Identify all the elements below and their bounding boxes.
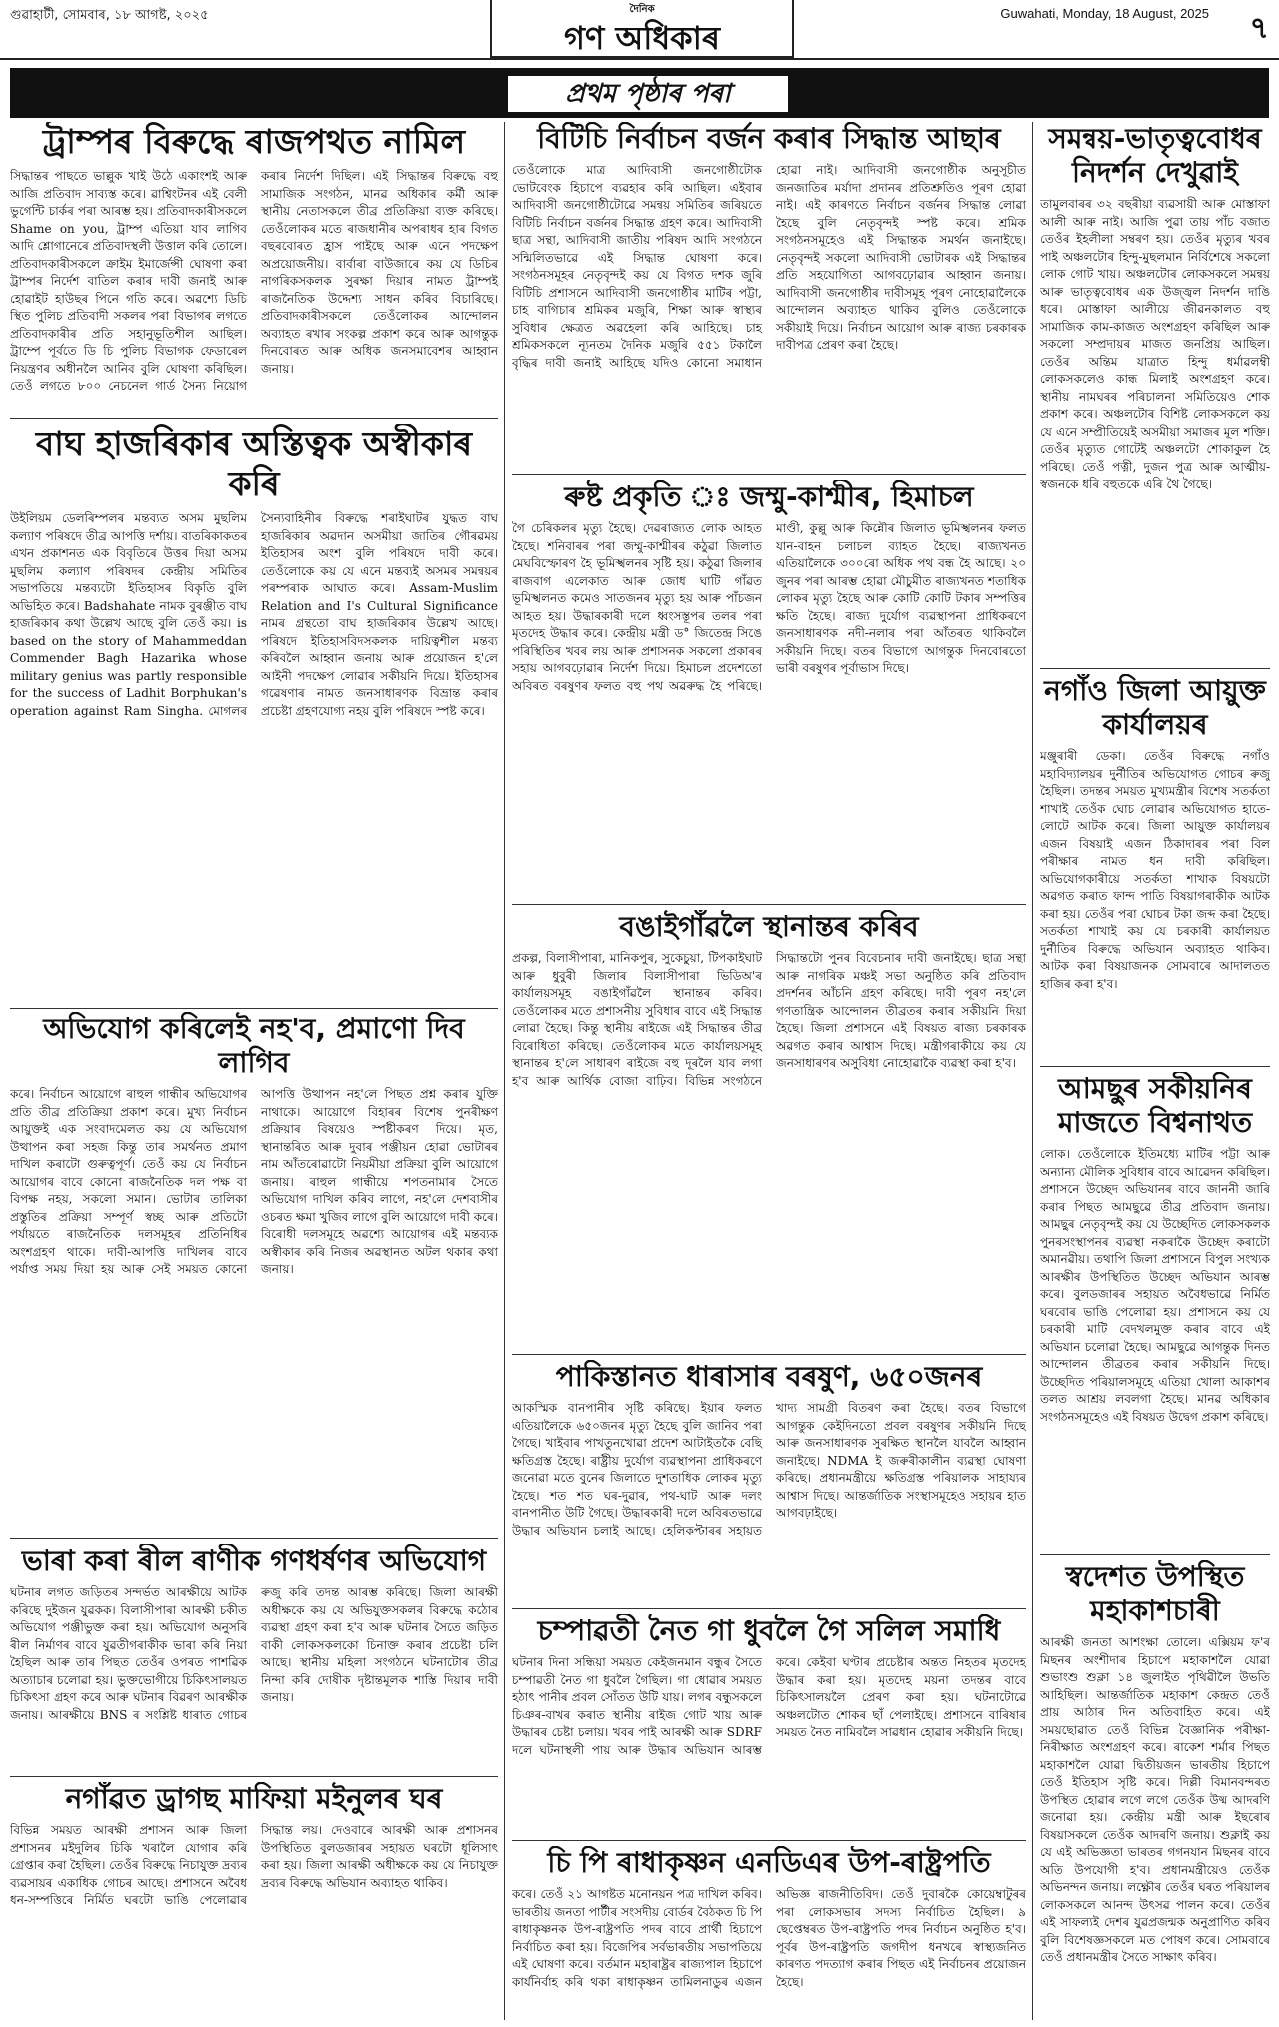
article-headline: বিটিচি নিৰ্বাচন বৰ্জন কৰাৰ সিদ্ধান্ত আছাৰ bbox=[537, 122, 1001, 155]
article-btc-election bbox=[512, 122, 1026, 470]
section-banner bbox=[10, 68, 1269, 118]
article-body: প্ৰকল্প, বিলাসীপাৰা, মানিকপুৰ, সুকেচুয়া, টিপকাইঘাট আৰু ধুবুৰী জিলাৰ বিলাসীপাৰা ভিডিঅ'ৰ কাৰ্যালয়সমূহ বঙাইগাঁৱলৈ স্থানান্তৰ কৰিব। তেওঁলোকৰ মতে প্ৰশাসনীয় সুবিধাৰ বাবে এই সিদ্ধান্ত লোৱা হৈছে। কিন্তু স্থানীয় ৰাইজে এই সিদ্ধান্তৰ তীব্ৰ বিৰোধিতা কৰিছে। তেওঁলোকৰ মতে কাৰ্যালয়সমূহ স্থানান্তৰ হ'লে সাধাৰণ ৰাইজে বহু দূৰলৈ যাব লগা হ'ব আৰু আৰ্থিক বোজা বাঢ়িব। বিভিন্ন সংগঠনে সিদ্ধান্তটো পুনৰ বিবেচনাৰ দাবী জনাইছে। ছাত্ৰ সন্থা আৰু নাগৰিক মঞ্চই সভা অনুষ্ঠিত কৰি প্ৰতিবাদ প্ৰদৰ্শনৰ আঁচনি গ্ৰহণ কৰিছে। দাবী পূৰণ নহ'লে গণতান্ত্ৰিক আন্দোলন তীব্ৰতৰ কৰাৰ সকীয়নি দিয়া হৈছে। জিলা প্ৰশাসনে এই বিষয়ত ৰাজ্য চৰকাৰক অৱগত কৰাৰ আশ্বাস দিছে। মন্ত্ৰীগৰাকীয়ে কয় যে জনসাধাৰণৰ অসুবিধা নোহোৱাকৈ ব্যৱস্থা কৰা হ'ব। bbox=[512, 951, 1026, 1088]
article-bagh-hazarika bbox=[10, 424, 498, 1004]
page-header bbox=[0, 0, 1279, 60]
article-body: ঘটনাৰ লগত জড়িতৰ সন্দৰ্ভত আৰক্ষীয়ে আটক কৰিছে দুইজন যুৱকক। বিলাসীপাৰা আৰক্ষী চকীত অভিযোগ পঞ্জীভুক্ত কৰা হয়। অভিযোগ অনুসৰি ৰীল নিৰ্মাণৰ বাবে যুৱতীগৰাকীক ভাৰা কৰি নিয়া হৈছিল আৰু তাৰ পিছত তেওঁৰ ওপৰত পাশৱিক অত্যাচাৰ চলোৱা হয়। ভুক্তভোগীয়ে চিকিৎসালয়ত চিকিৎসা গ্ৰহণ কৰে আৰু ঘটনাৰ বিৱৰণ আৰক্ষীক জনায়। আৰক্ষীয়ে BNS ৰ সংশ্লিষ্ট ধাৰাত গোচৰ ৰুজু কৰি তদন্ত আৰম্ভ কৰিছে। জিলা আৰক্ষী অধীক্ষকে কয় যে অভিযুক্তসকলৰ বিৰুদ্ধে কঠোৰ ব্যৱস্থা গ্ৰহণ কৰা হ'ব আৰু ঘটনাৰ সৈতে জড়িত বাকী লোকসকলকো চিনাক্ত কৰাৰ প্ৰচেষ্টা চলি আছে। স্থানীয় মহিলা সংগঠনে ঘটনাটোৰ তীব্ৰ নিন্দা কৰি দোষীক দৃষ্টান্তমূলক শাস্তি দিয়াৰ দাবী জনায়। bbox=[10, 1585, 498, 1722]
page-number: ৭ bbox=[1249, 11, 1269, 46]
article-body: ঘটনাৰ দিনা সন্ধিয়া সময়ত কেইজনমান বন্ধুৰ সৈতে চম্পাৱতী নৈত গা ধুবলৈ গৈছিল। গা ধোৱাৰ সময়ত হঠাৎ পানীৰ প্ৰবল সোঁতত উটি যায়। লগৰ বন্ধুসকলে চিঞৰ-বাখৰ কৰাত স্থানীয় ৰাইজ গোট খায় আৰু উদ্ধাৰৰ চেষ্টা চলায়। খবৰ পাই আৰক্ষী আৰু SDRF দলে ঘটনাস্থলী পায় আৰু উদ্ধাৰ অভিযান আৰম্ভ কৰে। কেইবা ঘণ্টাৰ প্ৰচেষ্টাৰ অন্তত নিহতৰ মৃতদেহ উদ্ধাৰ কৰা হয়। মৃতদেহ ময়না তদন্তৰ বাবে চিকিৎসালয়লৈ প্ৰেৰণ কৰা হয়। ঘটনাটোৱে অঞ্চলটোত শোকৰ ছাঁ পেলাইছে। প্ৰশাসনে বাৰিষাৰ সময়ত নৈত নামিবলৈ সাৱধান হোৱাৰ সকীয়নি দিছে। bbox=[512, 1655, 1026, 1757]
masthead-title: গণ অধিকাৰ bbox=[564, 19, 720, 57]
article-body: লোক। তেওঁলোকে ইতিমধ্যে মাটিৰ পট্টা আৰু অন্যান্য মৌলিক সুবিধাৰ বাবে আৱেদন কৰিছিল। প্ৰশাসনে উচ্ছেদ অভিযানৰ বাবে জাননী জাৰি কৰাৰ পিছত আমছুৱে তীব্ৰ প্ৰতিবাদ জনায়। আমছুৰ নেতৃবৃন্দই কয় যে উচ্ছেদিত লোকসকলক পুনৰসংস্থাপনৰ ব্যৱস্থা নকৰাকৈ উচ্ছেদ কৰাটো অমানৱীয়। তথাপি জিলা প্ৰশাসনে বিপুল সংখ্যক আৰক্ষীৰ উপস্থিতিত উচ্ছেদ অভিযান আৰম্ভ কৰে। বুলডজাৰৰ সহায়ত অবৈধভাৱে নিৰ্মিত ঘৰবোৰ ভাঙি পেলোৱা হয়। প্ৰশাসনে কয় যে চৰকাৰী মাটি বেদখলমুক্ত কৰাৰ বাবে এই অভিযান চলোৱা হৈছে। আমছুৱে আগন্তুক দিনত আন্দোলন তীব্ৰতৰ কৰাৰ সকীয়নি দিছে। উচ্ছেদিত পৰিয়ালসমূহে এতিয়া খোলা আকাশৰ তলত আশ্ৰয় লবলগা হৈছে। মানৱ অধিকাৰ সংগঠনসমূহেও এই বিষয়ত উদ্বেগ প্ৰকাশ কৰিছে। bbox=[1040, 1147, 1270, 1424]
article-amsu bbox=[1040, 1072, 1270, 1550]
article-vice-president bbox=[512, 1846, 1026, 2020]
article-headline: ভাৰা কৰা ৰীল ৰাণীক গণধৰ্ষণৰ অভিযোগ bbox=[21, 1544, 487, 1577]
article-rain-himalaya bbox=[512, 480, 1026, 900]
article-nagaon-drugs bbox=[10, 1782, 498, 2020]
article-body: সিদ্ধান্তৰ পাছতে ভাল্লুক খাই উঠে একাংশই আৰু আজি প্ৰতিবাদ সাব্যস্ত কৰে। ৱাশ্বিংটনৰ এই বেলী ভুগেন্টি চাৰ্কৰ পৰা আৰম্ভ হয়। প্ৰতিবাদকাৰীসকলে Shame on you, ট্ৰাম্প এতিয়া যাব লাগিব আদি শ্লোগানেৰে প্ৰতিবাদস্থলী উত্তাল কৰি তোলে। প্ৰতিবাদকাৰীসকলে ক্ৰাইম ইমাৰ্জেন্সী ঘোষণা কৰা ট্ৰাম্পৰ নিৰ্দেশ বাতিল কৰাৰ দাবী জনাই আৰু হোৱাইট হাউছৰ পিনে গতি কৰে। অৱশ্যে ডিচি স্থিত পুলিচ প্ৰতিবাদী সকলৰ পৰা বিভাগৰ লগতে প্ৰতিবাদকাৰীৰ প্ৰতি সহানুভূতিশীল আছিল। ট্ৰাম্পে পূৰ্বতে ডি চি পুলিচ বিভাগক ফেডাৰেল নিয়ন্ত্ৰণৰ অধীনলৈ আনিব বুলি ঘোষণা কৰিছিল। তেওঁ লগতে ৮০০ নেচনেল গাৰ্ড সৈন্য নিয়োগ কৰাৰ নিৰ্দেশ দিছিল। এই সিদ্ধান্তৰ বিৰুদ্ধে বহু সামাজিক সংগঠন, মানৱ অধিকাৰ কৰ্মী আৰু স্থানীয় নেতাসকলে তীব্ৰ প্ৰতিক্ৰিয়া ব্যক্ত কৰিছে। তেওঁলোকৰ মতে ৰাজধানীৰ অপৰাধৰ হাৰ বিগত বছৰবোৰত হ্ৰাস পাইছে আৰু এনে পদক্ষেপ অপ্ৰয়োজনীয়। বাৰ্বাৰা বাউজাৰে কয় যে ডিচিৰ নাগৰিকসকলক সুৰক্ষা দিয়াৰ নামত ট্ৰাম্পই ৰাজনৈতিক উদ্দেশ্য সাধন কৰিব বিচাৰিছে। প্ৰতিবাদকাৰীসকলে তেওঁলোকৰ আন্দোলন অব্যাহত ৰখাৰ সংকল্প প্ৰকাশ কৰে আৰু আগন্তুক দিনবোৰত আৰু অধিক জনসমাবেশৰ আহ্বান জনায়। bbox=[10, 169, 498, 393]
article-body: তেওঁলোকে মাত্ৰ আদিবাসী জনগোষ্ঠীটোক ভোটবেংক হিচাপে ব্যৱহাৰ কৰি আছিল। এইবাৰ আদিবাসী জনগোষ্ঠীটোৱে সমন্বয় সমিতিৰ জৰিয়তে বিটিচি নিৰ্বাচন বৰ্জনৰ সিদ্ধান্ত গ্ৰহণ কৰে। আদিবাসী ছাত্ৰ সন্থা, আদিবাসী জাতীয় পৰিষদ আদি সংগঠনে সন্মিলিতভাৱে এই সিদ্ধান্ত ঘোষণা কৰে। সংগঠনসমূহৰ নেতৃবৃন্দই কয় যে বিগত দশক জুৰি বিটিচি প্ৰশাসনে আদিবাসী জনগোষ্ঠীৰ মাটিৰ পট্টা, চাহ বাগিচাৰ শ্ৰমিকৰ মজুৰি, শিক্ষা আৰু স্বাস্থ্যৰ সুবিধাৰ ক্ষেত্ৰত অৱহেলা কৰি আহিছে। চাহ শ্ৰমিকসকলে ন্যূনতম দৈনিক মজুৰি ৫৫১ টকালৈ বৃদ্ধিৰ দাবী জনাই আহিছে যদিও কোনো সমাধান হোৱা নাই। আদিবাসী জনগোষ্ঠীক অনুসূচীত জনজাতিৰ মৰ্যাদা প্ৰদানৰ প্ৰতিশ্ৰুতিও পূৰণ হোৱা নাই। এই কাৰণতে নিৰ্বাচন বৰ্জনৰ সিদ্ধান্ত লোৱা হৈছে বুলি নেতৃবৃন্দই স্পষ্ট কৰে। শ্ৰমিক সংগঠনসমূহেও এই সিদ্ধান্তক সমৰ্থন জনাইছে। নেতৃবৃন্দই সকলো আদিবাসী ভোটাৰক এই সিদ্ধান্তৰ প্ৰতি সহযোগিতা আগবঢ়োৱাৰ আহ্বান জনায়। আদিবাসী জনগোষ্ঠীৰ দাবীসমূহ পূৰণ নোহোৱালৈকে আন্দোলন অব্যাহত থাকিব বুলিও তেওঁলোকে সকীয়াই দিয়ে। নিৰ্বাচন আয়োগ আৰু ৰাজ্য চৰকাৰক দাবীপত্ৰ প্ৰেৰণ কৰা হৈছে। bbox=[512, 163, 1026, 370]
article-headline: আমছুৰ সকীয়নিৰ মাজতে বিশ্বনাথত bbox=[1057, 1072, 1253, 1139]
header-date-assamese: গুৱাহাটী, সোমবাৰ, ১৮ আগষ্ট, ২০২৫ bbox=[10, 8, 209, 23]
article-headline: চি পি ৰাধাকৃষ্ণন এনডিএৰ উপ-ৰাষ্ট্ৰপতি bbox=[547, 1846, 991, 1879]
article-body: কৰে। নিৰ্বাচন আয়োগে ৰাহুল গান্ধীৰ অভিযোগৰ প্ৰতি তীব্ৰ প্ৰতিক্ৰিয়া প্ৰকাশ কৰে। মুখ্য নিৰ্বাচন আয়ুক্তই এক সংবাদমেলত কয় যে অভিযোগ উত্থাপন কৰা সহজ কিন্তু তাৰ সমৰ্থনত প্ৰমাণ দাখিল কৰাটো গুৰুত্বপূৰ্ণ। তেওঁ কয় যে নিৰ্বাচন আয়োগৰ বাবে কোনো ৰাজনৈতিক দল পক্ষ বা বিপক্ষ নহয়, সকলো সমান। ভোটাৰ তালিকা প্ৰস্তুতিৰ প্ৰক্ৰিয়া সম্পূৰ্ণ স্বচ্ছ আৰু প্ৰতিটো পৰ্যায়তে ৰাজনৈতিক দলসমূহৰ প্ৰতিনিধিৰ অংশগ্ৰহণ থাকে। দাবী-আপত্তি দাখিলৰ বাবে পৰ্যাপ্ত সময় দিয়া হয় আৰু সেই সময়ত কোনো আপত্তি উত্থাপন নহ'লে পিছত প্ৰশ্ন কৰাৰ যুক্তি নাথাকে। আয়োগে বিহাৰৰ বিশেষ পুনৰীক্ষণ প্ৰক্ৰিয়াৰ বিষয়েও স্পষ্টীকৰণ দিয়ে। মৃত, স্থানান্তৰিত আৰু দুবাৰ পঞ্জীয়ন হোৱা ভোটাৰৰ নাম আঁতৰোৱাটো নিয়মীয়া প্ৰক্ৰিয়া বুলি আয়োগে জনায়। ৰাহুল গান্ধীয়ে শপতনামাৰ সৈতে অভিযোগ দাখিল কৰিব লাগে, নহ'লে দেশবাসীৰ ওচৰত ক্ষমা খুজিব লাগে বুলি আয়োগে দাবী কৰে। বিৰোধী দলসমূহে অৱশ্যে আয়োগৰ এই মন্তব্যক অস্বীকাৰ কৰি নিজৰ অৱস্থানত অটল থকাৰ কথা জনায়। bbox=[10, 1087, 498, 1276]
header-date-english: Guwahati, Monday, 18 August, 2025 bbox=[1000, 6, 1209, 21]
article-headline: বাঘ হাজৰিকাৰ অস্তিত্বক অস্বীকাৰ কৰি bbox=[35, 424, 473, 503]
masthead bbox=[490, 0, 794, 58]
article-headline: চম্পাৱতী নৈত গা ধুবলৈ গৈ সলিল সমাধি bbox=[537, 1614, 1001, 1647]
article-headline: স্বদেশত উপস্থিত মহাকাশচাৰী bbox=[1065, 1560, 1245, 1627]
masthead-tagline: দৈনিক bbox=[629, 4, 655, 15]
article-body: উইলিয়ম ডেলৰিম্পলৰ মন্তব্যত অসম মুছলিম কল্যাণ পৰিষদে তীব্ৰ আপত্তি দৰ্শায়। বাতৰিকাকতৰ এখন প্ৰকাশনত এক বিবৃতিৰে উত্তৰ দিয়া অসম মুছলিম কল্যাণ পৰিষদৰ কেন্দ্ৰীয় সমিতিৰ সভাপতিয়ে মন্তব্যটো ইতিহাসৰ বিকৃতি বুলি অভিহিত কৰে। Badshahate নামক বুৰঞ্জীত বাঘ হাজৰিকাৰ কথা উল্লেখ আছে বুলি তেওঁ কয়। is based on the story of Mahammeddan Commender Bagh Hazarika whose military genius was partly responsible for the success of Ladhit Borphukan's operation against Ram Singha. মোগলৰ সৈন্যবাহিনীৰ বিৰুদ্ধে শৰাইঘাটৰ যুদ্ধত বাঘ হাজৰিকাৰ অৱদান অসমীয়া জাতিৰ গৌৰৱময় ইতিহাসৰ অংশ বুলি পৰিষদে দাবী কৰে। তেওঁলোকে কয় যে এনে মন্তব্যই অসমৰ সমন্বয়ৰ পৰম্পৰাক আঘাত কৰে। Assam-Muslim Relation and I's Cultural Significance নামৰ গ্ৰন্থতো বাঘ হাজৰিকাৰ উল্লেখ আছে। পৰিষদে ইতিহাসবিদসকলক দায়িত্বশীল মন্তব্য কৰিবলৈ আহ্বান জনায় আৰু প্ৰয়োজন হ'লে আইনী পদক্ষেপ লোৱাৰ সকীয়নি দিয়ে। ইতিহাসৰ গৱেষণাৰ নামত জনসাধাৰণক বিভ্ৰান্ত কৰাৰ প্ৰচেষ্টা গ্ৰহণযোগ্য নহয় বুলি পৰিষদে স্পষ্ট কৰে। bbox=[10, 511, 498, 718]
article-headline: ট্ৰাম্পৰ বিৰুদ্ধে ৰাজপথত নামিল bbox=[42, 122, 466, 161]
article-election-commission bbox=[10, 1012, 498, 1534]
article-harmony bbox=[1040, 122, 1270, 664]
article-body: বিভিন্ন সময়ত আৰক্ষী প্ৰশাসন আৰু জিলা প্ৰশাসনৰ মইদুলিৰ চিকি খৰালৈ যোগাৰ কৰি গ্ৰেপ্তাৰ কৰা হৈছিল। তেওঁৰ বিৰুদ্ধে নিচাযুক্ত দ্ৰব্যৰ ব্যৱসায়ৰ একাধিক গোচৰ আছে। প্ৰশাসনে অবৈধ ধন-সম্পত্তিৰে নিৰ্মিত ঘৰটো ভাঙি পেলোৱাৰ সিদ্ধান্ত লয়। দেওবাৰে আৰক্ষী আৰু প্ৰশাসনৰ উপস্থিতিত বুলডজাৰৰ সহায়ত ঘৰটো ধূলিসাৎ কৰা হয়। জিলা আৰক্ষী অধীক্ষকে কয় যে নিচাযুক্ত দ্ৰব্যৰ বিৰুদ্ধে অভিযান অব্যাহত থাকিব। bbox=[10, 1823, 498, 1907]
article-headline: ৰুষ্ট প্ৰকৃতি ঃ জম্মু-কাশ্মীৰ, হিমাচল bbox=[564, 480, 974, 513]
article-bongaigaon bbox=[512, 910, 1026, 1350]
article-body: মঞ্জুৰাৰী ডেকা। তেওঁৰ বিৰুদ্ধে নগাঁও মহাবিদ্যালয়ৰ দুৰ্নীতিৰ অভিযোগত গোচৰ ৰুজু হৈছিল। তদন্তৰ সময়ত মুখ্যমন্ত্ৰীৰ বিশেষ সতৰ্কতা শাখাই তেওঁক ঘোচ লোৱাৰ অভিযোগত হাতে-লোটে আটক কৰে। জিলা আয়ুক্ত কাৰ্যালয়ৰ এজন বিষয়াই এজন ঠিকাদাৰৰ পৰা বিল পৰীক্ষাৰ নামত ধন দাবী কৰিছিল। অভিযোগকাৰীয়ে সতৰ্কতা শাখাক বিষয়টো অৱগত কৰাত ফান্দ পাতি বিষয়াগৰাকীক আটক কৰা হয়। তেওঁৰ পৰা ঘোচৰ টকা জব্দ কৰা হৈছে। সতৰ্কতা শাখাই কয় যে চৰকাৰী কাৰ্যালয়ত দুৰ্নীতিৰ বিৰুদ্ধে অভিযান অব্যাহত থাকিব। আটক কৰা বিষয়াজনক সোমবাৰে আদালতত হাজিৰ কৰা হ'ব। bbox=[1040, 749, 1270, 991]
article-body: আৰক্ষী জনতা আশংক্ষা তোলে। এক্সিয়ম ফ'ৰ মিছনৰ অংশীদাৰ হিচাপে মহাকাশলৈ যোৱা শুভাংশু শুক্লা ১৪ জুলাইত পৃথিৱীলৈ উভতি আহিছিল। আন্তৰ্জাতিক মহাকাশ কেন্দ্ৰত তেওঁ প্ৰায় আঠাৰ দিন অতিবাহিত কৰে। এই সময়ছোৱাত তেওঁ বিভিন্ন বৈজ্ঞানিক পৰীক্ষা-নিৰীক্ষাত অংশগ্ৰহণ কৰে। ৰাকেশ শৰ্মাৰ পিছত মহাকাশলৈ যোৱা দ্বিতীয়জন ভাৰতীয় হিচাপে তেওঁ ইতিহাস সৃষ্টি কৰে। দিল্লী বিমানবন্দৰত উপস্থিত হোৱাৰ লগে লগে তেওঁক উষ্ম আদৰণি জনোৱা হয়। কেন্দ্ৰীয় মন্ত্ৰী আৰু ইছৰোৰ বিষয়াসকলে তেওঁক আদৰণি জনায়। শুক্লাই কয় যে এই অভিজ্ঞতা ভাৰতৰ গগনযান মিছনৰ বাবে অতি উপযোগী হ'ব। প্ৰধানমন্ত্ৰীয়েও তেওঁক অভিনন্দন জনায়। লক্ষ্ণৌৰ তেওঁৰ ঘৰত পৰিয়ালৰ লোকসকলে আনন্দ উৎসৱ পালন কৰে। তেওঁৰ এই সাফল্যই দেশৰ যুৱপ্ৰজন্মক অনুপ্ৰাণিত কৰিব বুলি বিশেষজ্ঞসকলে মত পোষণ কৰে। সোমবাৰে তেওঁ প্ৰধানমন্ত্ৰীৰ সৈতে সাক্ষাৎ কৰিব। bbox=[1040, 1635, 1270, 1964]
article-headline: অভিযোগ কৰিলেই নহ'ব, প্ৰমাণো দিব লাগিব bbox=[43, 1012, 465, 1079]
section-banner-title: প্ৰথম পৃষ্ঠাৰ পৰা bbox=[506, 74, 790, 114]
article-headline: বঙাইগাঁৱলৈ স্থানান্তৰ কৰিব bbox=[619, 910, 919, 943]
article-headline: পাকিস্তানত ধাৰাসাৰ বৰষুণ, ৬৫০জনৰ bbox=[555, 1360, 983, 1393]
article-astronaut bbox=[1040, 1560, 1270, 2020]
article-pakistan-rain bbox=[512, 1360, 1026, 1604]
article-body: তামুলবাৰৰ ৩২ বছৰীয়া ব্যৱসায়ী আৰু মোস্তাফা আলী আৰু নাই। আজি পুৱা তায় পাঁচ বজাত তেওঁৰ ইহলীলা সম্বৰণ হয়। তেওঁৰ মৃত্যুৰ খবৰ পাই অঞ্চলটোৰ হিন্দু-মুছলমান নিৰ্বিশেষে সকলো লোক গোট খায়। অঞ্চলটোৰ লোকসকলে সমন্বয় আৰু ভাতৃত্ববোধৰ এক উজ্জ্বল নিদৰ্শন দাঙি ধৰে। মোস্তাফা আলীয়ে জীৱনকালত বহু সামাজিক কাম-কাজত অংশগ্ৰহণ কৰিছিল আৰু সকলো সম্প্ৰদায়ৰ মাজত জনপ্ৰিয় আছিল। তেওঁৰ অন্তিম যাত্ৰাত হিন্দু ধৰ্মাৱলম্বী লোকসকলেও কান্ধ মিলাই অংশগ্ৰহণ কৰে। স্থানীয় নামঘৰৰ পৰিচালনা সমিতিয়েও শোক প্ৰকাশ কৰে। অঞ্চলটোৰ বিশিষ্ট লোকসকলে কয় যে এনে সম্প্ৰীতিয়েই অসমীয়া সমাজৰ মূল শক্তি। তেওঁৰ মৃত্যুত গোটেই অঞ্চলটো শোকাকুল হৈ পৰিছে। তেওঁ পত্নী, দুজন পুত্ৰ আৰু আত্মীয়-স্বজনকে ধৰি বহুতকে এৰি থৈ গৈছে। bbox=[1040, 197, 1270, 491]
article-headline: নগাঁৱত ড্ৰাগছ মাফিয়া মইনুলৰ ঘৰ bbox=[65, 1782, 443, 1815]
article-reel-queen bbox=[10, 1544, 498, 1772]
article-headline: সমন্বয়-ভাতৃত্ববোধৰ নিদৰ্শন দেখুৱাই bbox=[1048, 122, 1262, 189]
article-trump bbox=[10, 122, 498, 414]
article-nagaon-dc bbox=[1040, 674, 1270, 1062]
article-body: কৰে। তেওঁ ২১ আগষ্টত মনোনয়ন পত্ৰ দাখিল কৰিব। ভাৰতীয় জনতা পাৰ্টীৰ সংসদীয় বোৰ্ডৰ বৈঠকত চি পি ৰাধাকৃষ্ণনক উপ-ৰাষ্ট্ৰপতি পদৰ বাবে প্ৰাৰ্থী হিচাপে নিৰ্বাচিত কৰা হয়। বিজেপিৰ সৰ্বভাৰতীয় সভাপতিয়ে এই ঘোষণা কৰে। বৰ্তমান মহাৰাষ্ট্ৰৰ ৰাজ্যপাল হিচাপে কাৰ্যনিৰ্বাহ কৰি থকা ৰাধাকৃষ্ণন তামিলনাডুৰ এজন অভিজ্ঞ ৰাজনীতিবিদ। তেওঁ দুবাৰকৈ কোয়েম্বাটুৰৰ পৰা লোকসভাৰ সদস্য নিৰ্বাচিত হৈছিল। ৯ ছেপ্তেম্বৰত উপ-ৰাষ্ট্ৰপতি পদৰ নিৰ্বাচন অনুষ্ঠিত হ'ব। পূৰ্বৰ উপ-ৰাষ্ট্ৰপতি জগদীপ ধনখৰে স্বাস্থ্যজনিত কাৰণত পদত্যাগ কৰাৰ পিছত এই নিৰ্বাচনৰ প্ৰয়োজন হৈছে। bbox=[512, 1887, 1026, 1989]
article-body: গৈ চেৰিকলৰ মৃত্যু হৈছে। দেৱৰাজ্যত লোক আহত হৈছে। শনিবাৰৰ পৰা জম্মু-কাশ্মীৰৰ কঠুৱা জিলাত মেঘবিস্ফোৰণ হৈ ভূমিস্খলনৰ সৃষ্টি হয়। কঠুৱা জিলাৰ ৰাজবাগ এলেকাত আৰু জোধ ঘাটি গাঁৱত ভূমিস্খলনত কমেও সাতজনৰ মৃত্যু হয় আৰু পাঁচজন আহত হয়। উদ্ধাৰকাৰী দলে ধ্বংসস্তূপৰ তলৰ পৰা মৃতদেহ উদ্ধাৰ কৰে। কেন্দ্ৰীয় মন্ত্ৰী ড° জিতেন্দ্ৰ সিঙে পৰিস্থিতিৰ খবৰ লয় আৰু প্ৰশাসনক সকলো প্ৰকাৰৰ সহায় আগবঢ়োৱাৰ নিৰ্দেশ দিয়ে। হিমাচল প্ৰদেশতো অবিৰত বৰষুণৰ ফলত বহু পথ অৱৰুদ্ধ হৈ পৰিছে। মাণ্ডী, কুল্লু আৰু কিন্নৌৰ জিলাত ভূমিস্খলনৰ ফলত যান-বাহন চলাচল ব্যাহত হৈছে। ৰাজ্যখনত এতিয়ালৈকে ৩০০ৰো অধিক পথ বন্ধ হৈ আছে। ২০ জুনৰ পৰা আৰম্ভ হোৱা মৌচুমীত ৰাজ্যখনত শতাধিক লোকৰ মৃত্যু হৈছে আৰু কোটি কোটি টকাৰ সম্পত্তিৰ ক্ষতি হৈছে। ৰাজ্য দুৰ্যোগ ব্যৱস্থাপনা প্ৰাধিকৰণে জনসাধাৰণক নদী-নলাৰ পৰা আঁতৰত থাকিবলৈ সকীয়নি দিছে। বতৰ বিভাগে আগন্তুক দিনবোৰতো ভাৰী বৰষুণৰ পূৰ্বাভাস দিছে। bbox=[512, 521, 1026, 693]
article-headline: নগাঁও জিলা আয়ুক্ত কাৰ্যালয়ৰ bbox=[1044, 674, 1266, 741]
article-champawati bbox=[512, 1614, 1026, 1836]
article-body: আকস্মিক বানপানীৰ সৃষ্টি কৰিছে। ইয়াৰ ফলত এতিয়ালৈকে ৬৫০জনৰ মৃত্যু হৈছে বুলি জানিব পৰা গৈছে। খাইবাৰ পাখতুনখোৱা প্ৰদেশ আটাইতকৈ বেছি ক্ষতিগ্ৰস্ত হৈছে। ৰাষ্ট্ৰীয় দুৰ্যোগ ব্যৱস্থাপনা প্ৰাধিকৰণে জনোৱা মতে বুনেৰ জিলাতে দুশতাধিক লোকৰ মৃত্যু হৈছে। শত শত ঘৰ-দুৱাৰ, পথ-ঘাট আৰু দলং বানপানীত উটি গৈছে। উদ্ধাৰকাৰী দলে অবিৰতভাৱে উদ্ধাৰ অভিযান চলাই আছে। হেলিকপ্টাৰৰ সহায়ত খাদ্য সামগ্ৰী বিতৰণ কৰা হৈছে। বতৰ বিভাগে আগন্তুক কেইদিনতো প্ৰবল বৰষুণৰ সকীয়নি দিছে আৰু জনসাধাৰণক সুৰক্ষিত স্থানলৈ যাবলৈ আহ্বান জনাইছে। NDMA ই জৰুৰীকালীন ব্যৱস্থা ঘোষণা কৰিছে। প্ৰধানমন্ত্ৰীয়ে ক্ষতিগ্ৰস্ত পৰিয়ালক সাহায্যৰ আশ্বাস দিছে। আন্তৰ্জাতিক সংস্থাসমূহেও সহায়ৰ হাত আগবঢ়াইছে। bbox=[512, 1401, 1026, 1538]
